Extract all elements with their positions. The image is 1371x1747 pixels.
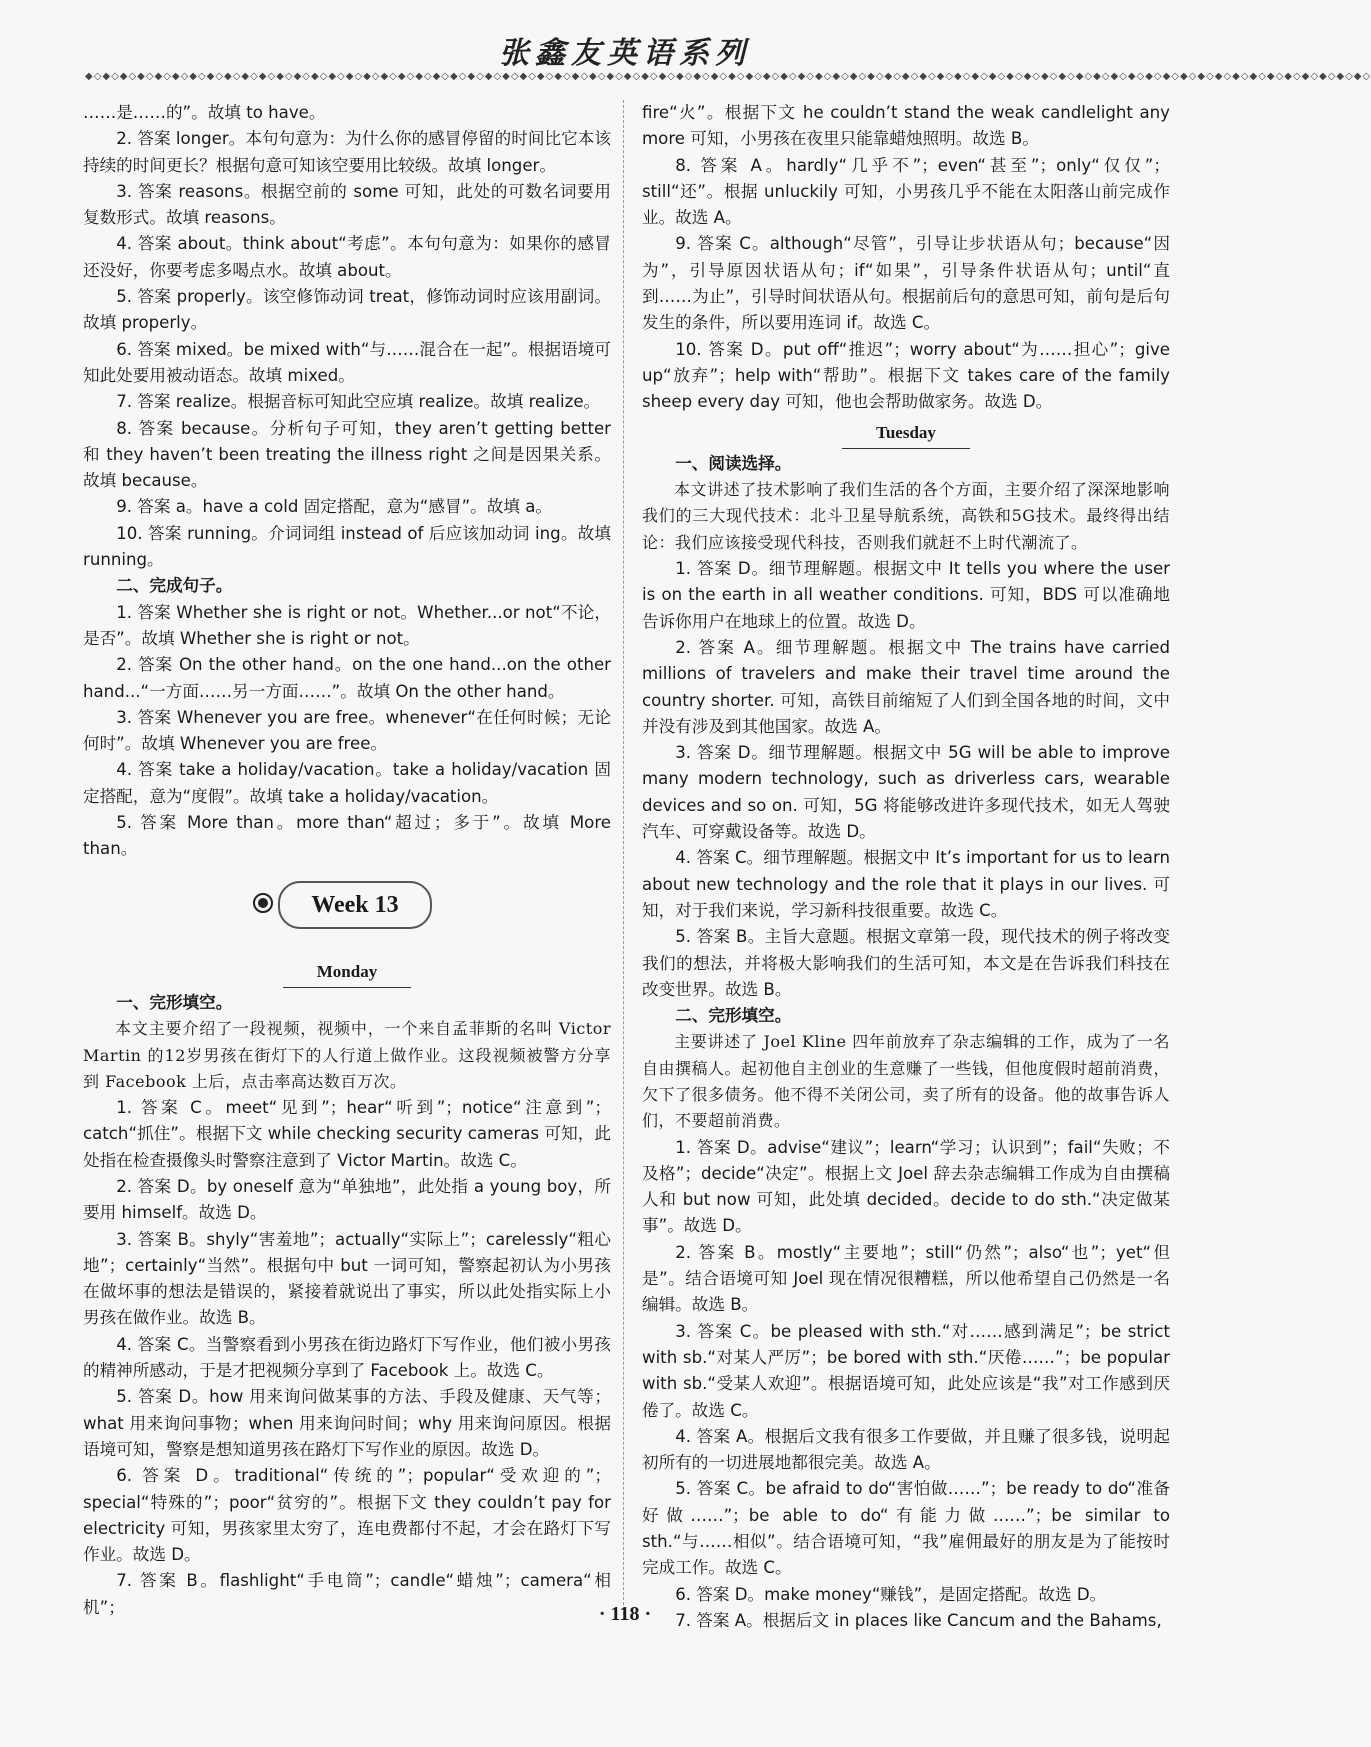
answer-paragraph: 6. 答案 D。make money“赚钱”，是固定搭配。故选 D。 — [675, 1584, 1107, 1604]
answer-paragraph: 9. 答案 a。have a cold 固定搭配，意为“感冒”。故填 a。 — [116, 497, 552, 517]
section-heading: 一、完形填空。 — [116, 992, 233, 1012]
column-divider — [623, 100, 624, 1620]
day-label: Tuesday — [842, 420, 970, 449]
section-heading: 二、完成句子。 — [116, 576, 233, 596]
answer-paragraph: 3. 答案 B。shyly“害羞地”；actually“实际上”；carelessly“粗心地”；certainly“当然”。根据句中 but 一词可知，警察起初认为小男孩在做坏事的想法是错误的，紧接着就说出了事实，所以此处指实际上小男孩在做作业。故选 B。 — [83, 1229, 611, 1328]
page-number: · 118 · — [598, 1603, 652, 1625]
answer-paragraph: 5. 答案 properly。该空修饰动词 treat，修饰动词时应该用副词。故填 properly。 — [83, 287, 611, 333]
answer-paragraph: 10. 答案 D。put off“推迟”；worry about“为……担心”；give up“放弃”；help with“帮助”。根据下文 takes care of the family sheep every day 可知，他也会帮助做家务。故选 D。 — [642, 339, 1170, 412]
answer-paragraph: 1. 答案 D。advise“建议”；learn“学习；认识到”；fail“失败；不及格”；decide“决定”。根据上文 Joel 辞去杂志编辑工作成为自由撰稿人和 but now 可知，此处填 decided。decide to do sth.“决定做某事”。故选 D。 — [642, 1137, 1170, 1236]
answer-paragraph: 2. 答案 D。by oneself 意为“单独地”，此处指 a young boy，所要用 himself。故选 D。 — [83, 1176, 611, 1223]
answer-paragraph: 2. 答案 B。mostly“主要地”；still“仍然”；also“也”；yet“但是”。结合语境可知 Joel 现在情况很糟糕，所以他希望自己仍然是一名编辑。故选 B。 — [642, 1242, 1170, 1315]
decorative-divider: ◆◇◆◇◆◇◆◇◆◇◆◇◆◇◆◇◆◇◆◇◆◇◆◇◆◇◆◇◆◇◆◇◆◇◆◇◆◇◆◇◆◇◆◇◆◇◆◇◆◇◆◇◆◇◆◇◆◇◆◇◆◇◆◇◆◇◆◇◆◇◆◇◆◇◆◇◆◇◆◇◆◇◆◇◆◇◆◇◆◇◆◇◆◇◆◇◆◇◆◇◆◇◆◇◆◇◆◇◆◇◆◇◆◇◆◇◆◇◆◇◆◇◆◇◆◇◆◇◆◇◆◇◆◇◆◇◆◇◆◇◆◇◆◇◆◇◆◇ — [85, 71, 1371, 82]
answer-paragraph: 5. 答案 C。be afraid to do“害怕做……”；be ready to do“准备好做……”；be able to do“有能力做……”；be similar to sth.“与……相似”。结合语境可知，“我”雇佣最好的朋友是为了能按时完成工作。故选 C。 — [642, 1479, 1170, 1578]
answer-paragraph: 5. 答案 More than。more than“超过；多于”。故填 More than。 — [83, 813, 611, 859]
answer-paragraph: 2. 答案 On the other hand。on the one hand...on the other hand...“一方面……另一方面……”。故填 On the other hand。 — [83, 655, 611, 701]
answer-paragraph: 4. 答案 about。think about“考虑”。本句句意为：如果你的感冒还没好，你要考虑多喝点水。故填 about。 — [83, 234, 611, 280]
day-label: Monday — [283, 959, 411, 988]
week-heading — [83, 863, 611, 955]
answer-paragraph: 2. 答案 longer。本句句意为：为什么你的感冒停留的时间比它本该持续的时间更长？根据句意可知该空要用比较级。故填 longer。 — [83, 129, 611, 175]
answer-paragraph: 6. 答案 D。traditional“传统的”；popular“受欢迎的”；special“特殊的”；poor“贫穷的”。根据下文 they couldn’t pay for electricity 可知，男孩家里太穷了，连电费都付不起，才会在路灯下写作业。故选 D。 — [83, 1466, 611, 1565]
bullet-icon — [253, 893, 273, 913]
answer-paragraph: 3. 答案 C。be pleased with sth.“对……感到满足”；be strict with sb.“对某人严厉”；be bored with sth.“厌倦……”；be popular with sb.“受某人欢迎”。根据语境可知，此处应该是“我”对工作感到厌倦了。故选 C。 — [642, 1321, 1170, 1420]
answer-paragraph: fire“火”。根据下文 he couldn’t stand the weak candlelight any more 可知，小男孩在夜里只能靠蜡烛照明。故选 B。 — [642, 103, 1170, 149]
answer-paragraph: 1. 答案 D。细节理解题。根据文中 It tells you where the user is on the earth in all weather conditions. 可知，BDS 可以准确地告诉你用户在地球上的位置。故选 D。 — [642, 559, 1170, 631]
answer-paragraph: ……是……的”。故填 to have。 — [83, 103, 326, 122]
answer-paragraph: 3. 答案 reasons。根据空前的 some 可知，此处的可数名词要用复数形式。故填 reasons。 — [83, 181, 611, 228]
answer-paragraph: 3. 答案 D。细节理解题。根据文中 5G will be able to improve many modern technology, such as driverless cars, wearable devices and so on. 可知，5G 将能够改进许多现代技术，如无人驾驶汽车、可穿戴设备等。故选 D。 — [642, 743, 1170, 842]
passage-summary: 本文讲述了技术影响了我们生活的各个方面，主要介绍了深深地影响我们的三大现代技术：北斗卫星导航系统，高铁和5G技术。最终得出结论：我们应该接受现代科技，否则我们就赶不上时代潮流了。 — [642, 480, 1170, 552]
passage-summary: 主要讲述了 Joel Kline 四年前放弃了杂志编辑的工作，成为了一名自由撰稿人。起初他自主创业的生意赚了一些钱，但他度假时超前消费，欠下了很多债务。他不得不关闭公司，卖了所有的设备。他的故事告诉人们，不要超前消费。 — [642, 1032, 1171, 1131]
day-heading — [642, 420, 1170, 449]
series-title: 张鑫友英语系列 — [499, 36, 751, 71]
answer-paragraph: 9. 答案 C。although“尽管”，引导让步状语从句；because“因为”，引导原因状语从句；if“如果”，引导条件状语从句；until“直到……为止”，引导时间状语从句。根据前后句的意思可知，前句是后句发生的条件，所以要用连词 if。故选 C。 — [642, 234, 1170, 333]
answer-paragraph: 8. 答案 because。分析句子可知，they aren’t getting better 和 they haven’t been treating the illness right 之间是因果关系。故填 because。 — [83, 418, 611, 491]
left-column — [83, 100, 611, 1621]
answer-paragraph: 7. 答案 realize。根据音标可知此空应填 realize。故填 realize。 — [116, 392, 601, 412]
right-column — [642, 100, 1170, 1634]
answer-paragraph: 7. 答案 A。根据后文 in places like Cancum and the Bahams, — [675, 1610, 1162, 1630]
answer-paragraph: 4. 答案 C。细节理解题。根据文中 It’s important for us to learn about new technology and the role that it plays in our lives. 可知，对于我们来说，学习新科技很重要。故选 C。 — [642, 848, 1170, 920]
answer-paragraph: 4. 答案 take a holiday/vacation。take a holiday/vacation 固定搭配，意为“度假”。故填 take a holiday/vacation。 — [83, 760, 611, 806]
week-label: Week 13 — [278, 881, 432, 929]
answer-paragraph: 5. 答案 B。主旨大意题。根据文章第一段，现代技术的例子将改变我们的想法，并将极大影响我们的生活可知，本文是在告诉我们科技在改变世界。故选 B。 — [642, 927, 1170, 999]
answer-paragraph: 1. 答案 Whether she is right or not。Whether...or not“不论，是否”。故填 Whether she is right or not。 — [83, 602, 611, 648]
answer-paragraph: 8. 答案 A。hardly“几乎不”；even“甚至”；only“仅仅”；still“还”。根据 unluckily 可知，小男孩几乎不能在太阳落山前完成作业。故选 A。 — [642, 155, 1170, 228]
page-header — [0, 28, 1250, 72]
section-heading: 二、完形填空。 — [675, 1006, 792, 1026]
answer-paragraph: 4. 答案 C。当警察看到小男孩在街边路灯下写作业，他们被小男孩的精神所感动，于是才把视频分享到了 Facebook 上。故选 C。 — [83, 1334, 611, 1381]
answer-paragraph: 5. 答案 D。how 用来询问做某事的方法、手段及健康、天气等；what 用来询问事物；when 用来询问时间；why 用来询问原因。根据语境可知，警察是想知道男孩在路灯下写作业的原因。故选 D。 — [83, 1387, 611, 1459]
day-heading — [83, 959, 611, 988]
answer-paragraph: 10. 答案 running。介词词组 instead of 后应该加动词 ing。故填 running。 — [83, 523, 611, 570]
answer-paragraph: 6. 答案 mixed。be mixed with“与……混合在一起”。根据语境可知此处要用被动语态。故填 mixed。 — [83, 339, 611, 385]
answer-paragraph: 4. 答案 A。根据后文我有很多工作要做，并且赚了很多钱，说明起初所有的一切进展地都很完美。故选 A。 — [642, 1426, 1170, 1473]
answer-paragraph: 2. 答案 A。细节理解题。根据文中 The trains have carried millions of travelers and make their travel time around the country shorter. 可知，高铁目前缩短了人们到全国各地的时间，文中并没有涉及到其他国家。故选 A。 — [642, 637, 1170, 736]
answer-paragraph: 3. 答案 Whenever you are free。whenever“在任何时候；无论何时”。故填 Whenever you are free。 — [83, 707, 611, 754]
answer-paragraph: 7. 答案 B。flashlight“手电筒”；candle“蜡烛”；camera“相机”； — [83, 1571, 611, 1617]
passage-summary: 本文主要介绍了一段视频，视频中，一个来自孟菲斯的名叫 Victor Martin 的12岁男孩在街灯下的人行道上做作业。这段视频被警方分享到 Facebook 上后，点击率高达数百万次。 — [83, 1019, 611, 1091]
section-heading: 一、阅读选择。 — [675, 453, 792, 473]
answer-paragraph: 1. 答案 C。meet“见到”；hear“听到”；notice“注意到”；catch“抓住”。根据下文 while checking security cameras 可知，此处指在检查摄像头时警察注意到了 Victor Martin。故选 C。 — [83, 1098, 611, 1170]
